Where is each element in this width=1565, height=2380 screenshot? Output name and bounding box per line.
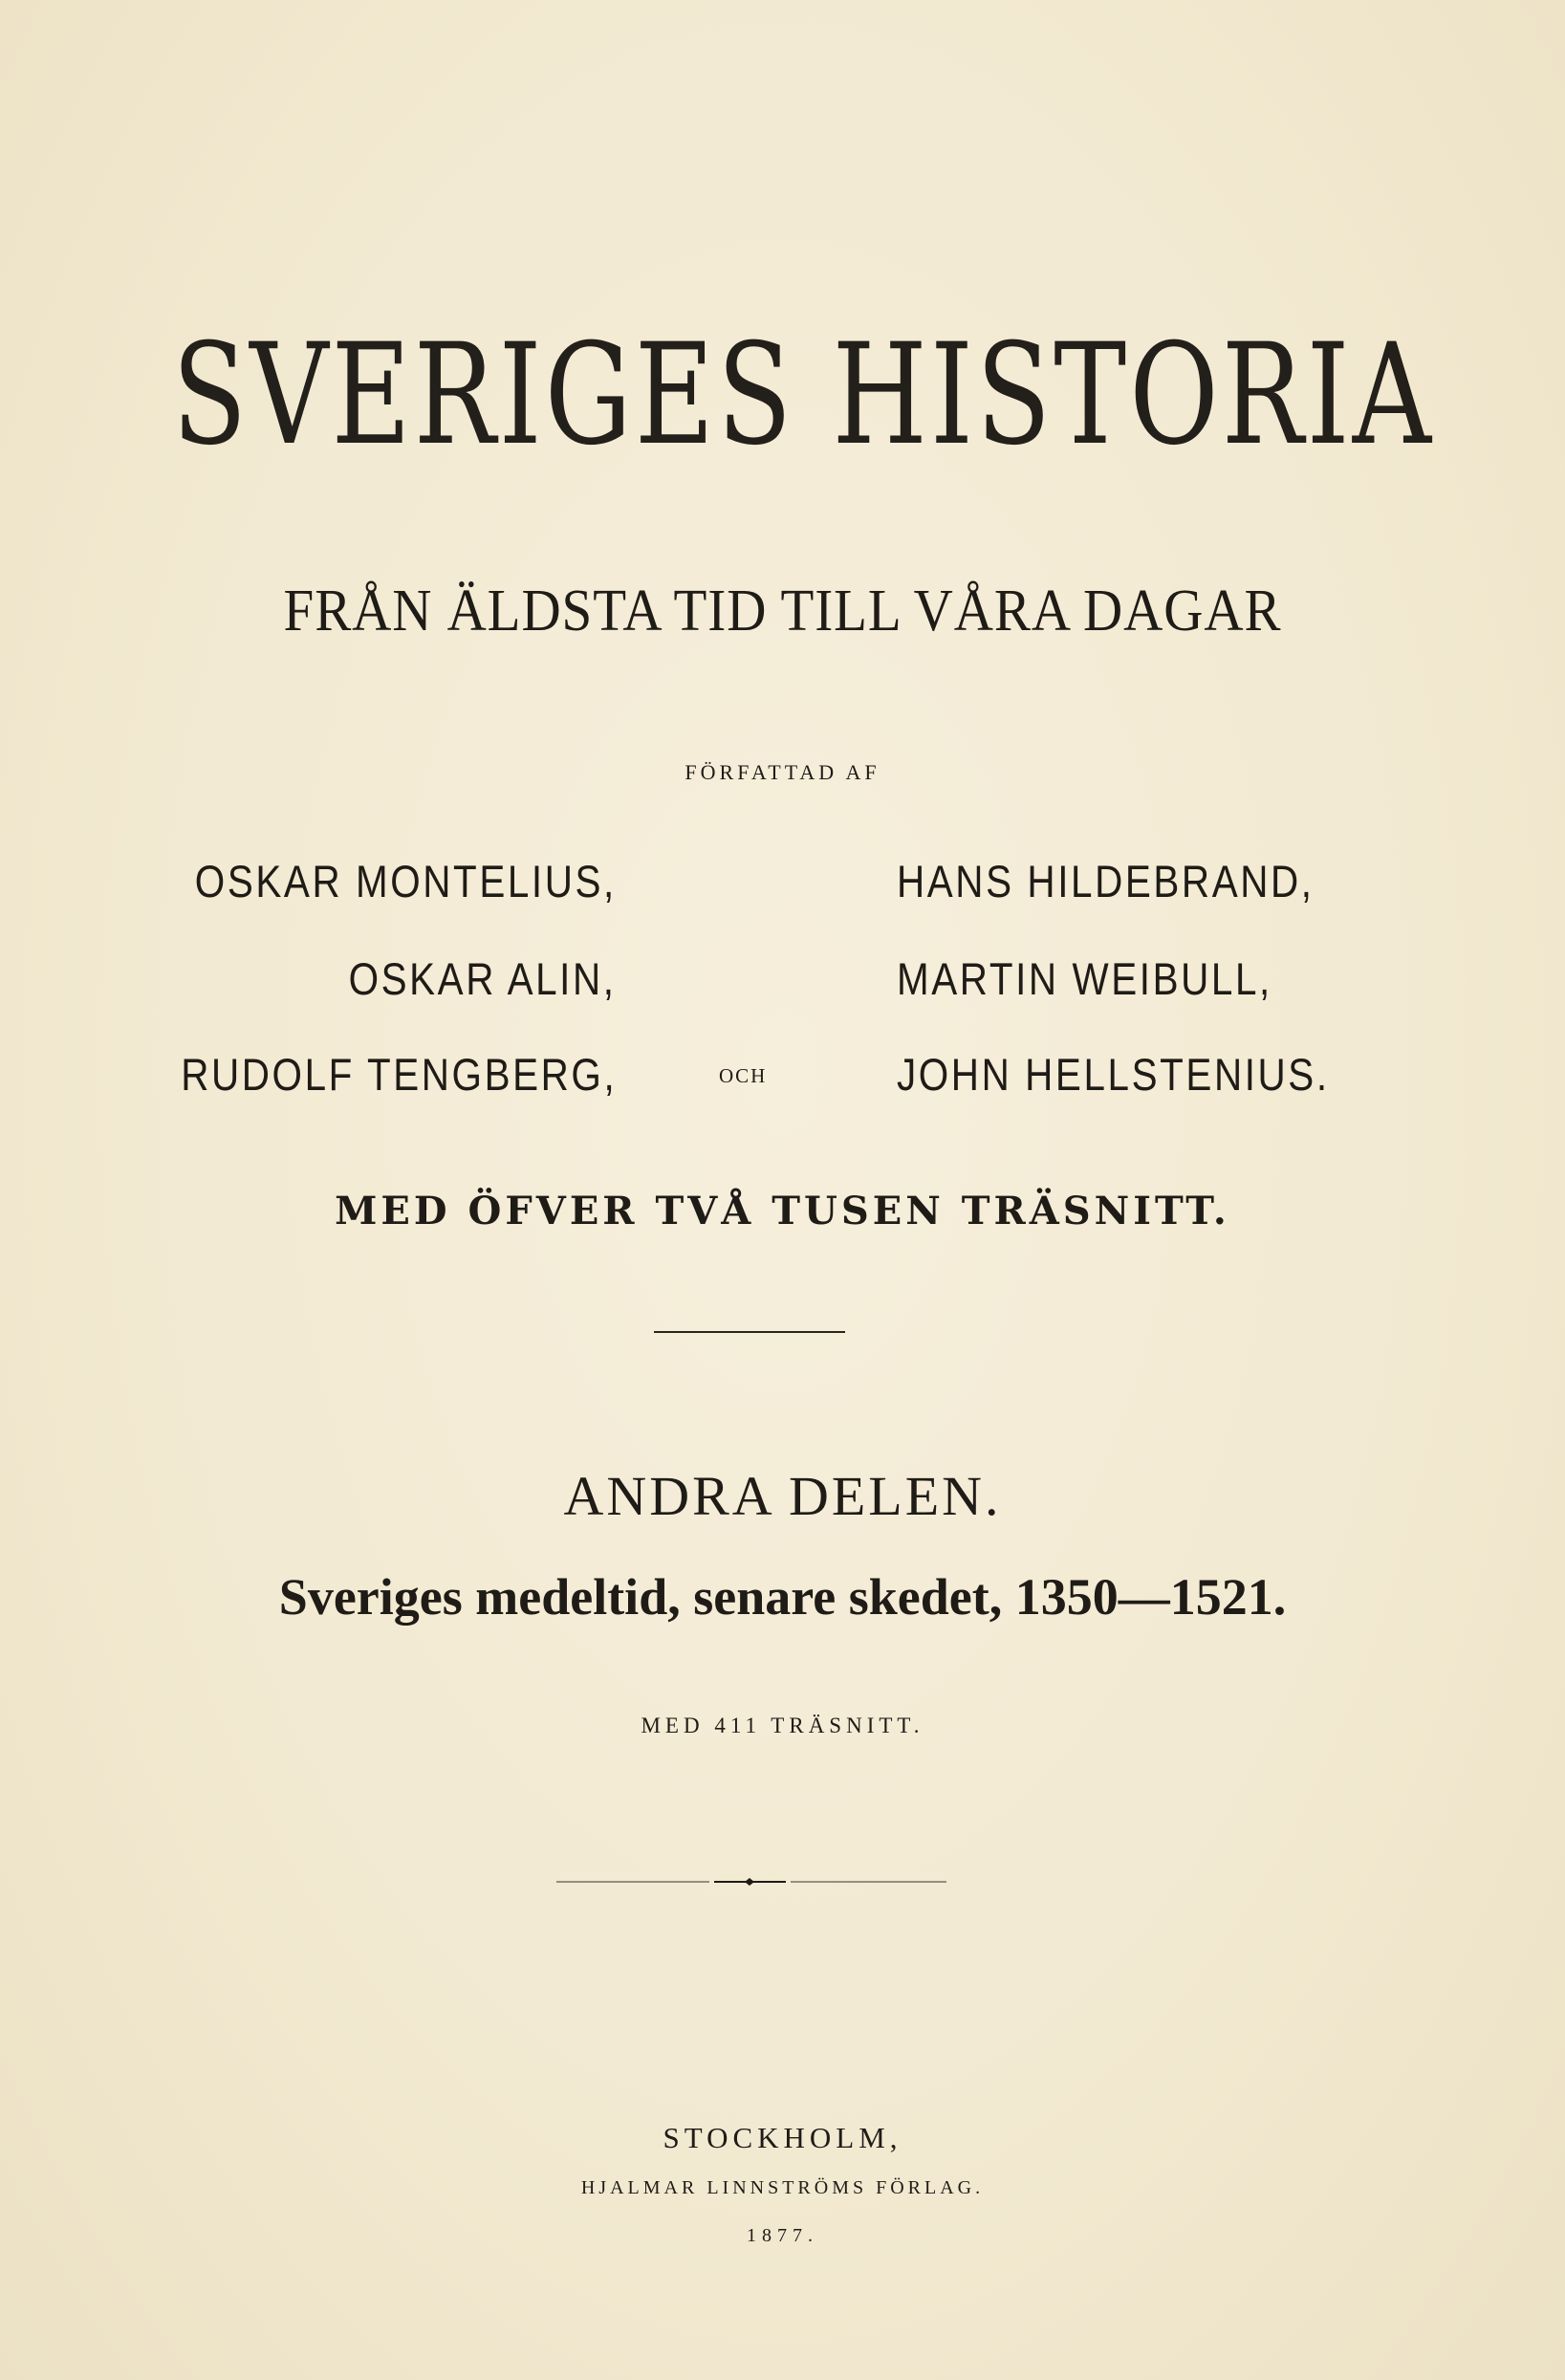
author-right-1: HANS HILDEBRAND, xyxy=(897,856,1315,906)
author-left-1: OSKAR MONTELIUS, xyxy=(194,856,617,906)
author-left-3: RUDOLF TENGBERG, xyxy=(180,1049,617,1100)
divider-rule xyxy=(654,1331,845,1333)
author-right-3: JOHN HELLSTENIUS. xyxy=(897,1049,1330,1100)
part-title: Sveriges medeltid, senare skedet, 1350—1521. xyxy=(278,1568,1287,1626)
imprint-city: STOCKHOLM, xyxy=(663,2121,902,2154)
book-subtitle: FRÅN ÄLDSTA TID TILL VÅRA DAGAR xyxy=(283,579,1282,644)
imprint-publisher: HJALMAR LINNSTRÖMS FÖRLAG. xyxy=(580,2177,985,2198)
imprint-year: 1877. xyxy=(747,2225,818,2246)
book-title: SVERIGES HISTORIA xyxy=(172,314,1435,476)
byline: FÖRFATTAD AF xyxy=(685,760,880,784)
part-illustrations-note: MED 411 TRÄSNITT. xyxy=(641,1714,924,1737)
author-conjunction: OCH xyxy=(719,1064,768,1087)
part-label: ANDRA DELEN. xyxy=(563,1465,1002,1527)
author-right-2: MARTIN WEIBULL, xyxy=(897,953,1272,1004)
ornament-divider xyxy=(556,1878,946,1886)
illustrations-note: MED ÖFVER TVÅ TUSEN TRÄSNITT. xyxy=(335,1189,1230,1234)
author-left-2: OSKAR ALIN, xyxy=(349,953,617,1004)
